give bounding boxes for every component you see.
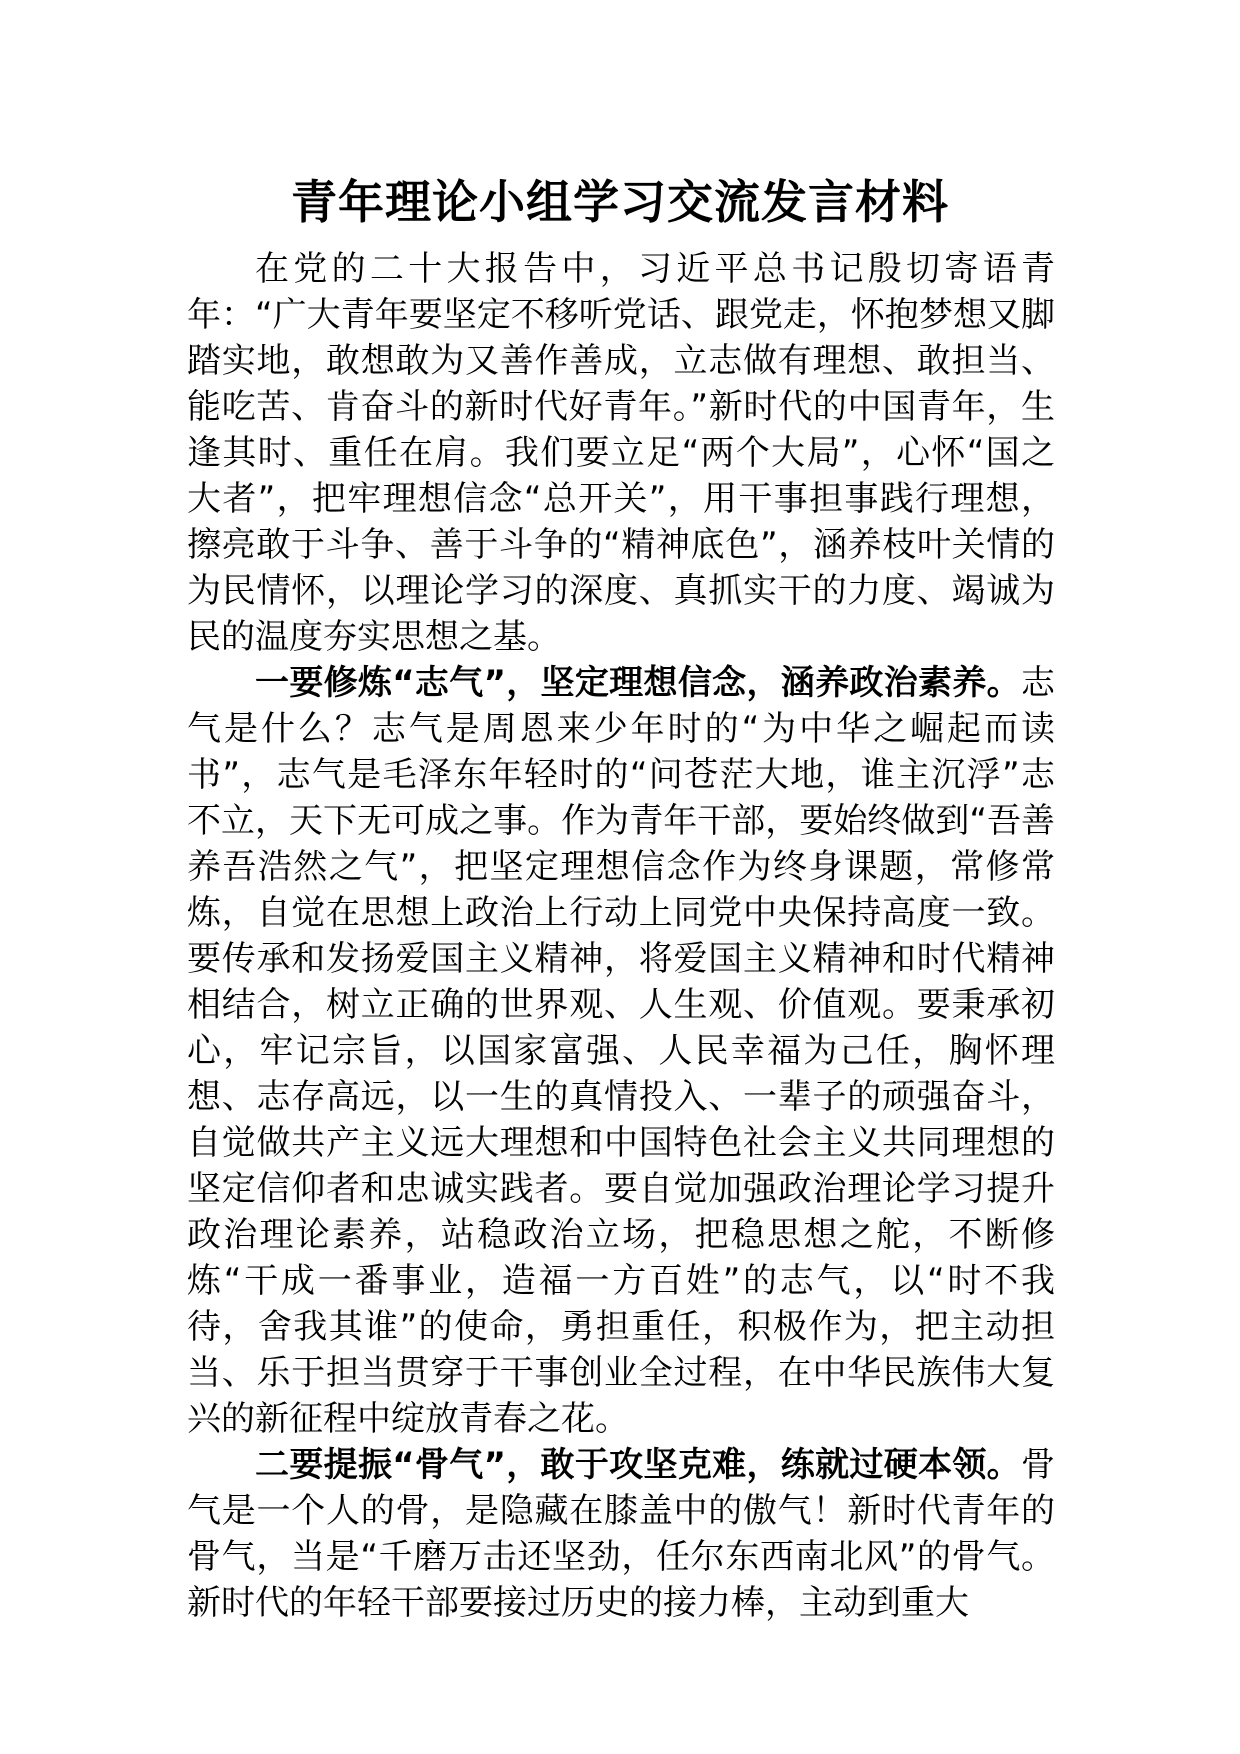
paragraph-ambition [187, 660, 1055, 1442]
document-body [187, 246, 1055, 1626]
paragraph-ambition-heading: 一要修炼“志气”，坚定理想信念，涵养政治素养。 [255, 663, 1021, 703]
paragraph-intro-text: 在党的二十大报告中，习近平总书记殷切寄语青年：“广大青年要坚定不移听党话、跟党走，怀抱梦想又脚踏实地，敢想敢为又善作善成，立志做有理想、敢担当、能吃苦、肯奋斗的新时代好青年。”新时代的中国青年，生逢其时、重任在肩。我们要立足“两个大局”，心怀“国之大者”，把牢理想信念“总开关”，用干事担事践行理想，擦亮敢于斗争、善于斗争的“精神底色”，涵养枝叶关情的为民情怀，以理论学习的深度、真抓实干的力度、竭诚为民的温度夯实思想之基。 [187, 249, 1055, 657]
paragraph-backbone [187, 1442, 1055, 1626]
paragraph-intro [187, 246, 1055, 660]
document-title: 青年理论小组学习交流发言材料 [291, 175, 949, 229]
paragraph-ambition-text: 志气是什么？志气是周恩来少年时的“为中华之崛起而读书”，志气是毛泽东年轻时的“问苍茫大地，谁主沉浮”志不立，天下无可成之事。作为青年干部，要始终做到“吾善养吾浩然之气”，把坚定理想信念作为终身课题，常修常炼，自觉在思想上政治上行动上同党中央保持高度一致。要传承和发扬爱国主义精神，将爱国主义精神和时代精神相结合，树立正确的世界观、人生观、价值观。要秉承初心，牢记宗旨，以国家富强、人民幸福为己任，胸怀理想、志存高远，以一生的真情投入、一辈子的顽强奋斗，自觉做共产主义远大理想和中国特色社会主义共同理想的坚定信仰者和忠诚实践者。要自觉加强政治理论学习提升政治理论素养，站稳政治立场，把稳思想之舵，不断修炼“干成一番事业，造福一方百姓”的志气，以“时不我待，舍我其谁”的使命，勇担重任，积极作为，把主动担当、乐于担当贯穿于干事创业全过程，在中华民族伟大复兴的新征程中绽放青春之花。 [187, 663, 1055, 1439]
paragraph-backbone-heading: 二要提振“骨气”，敢于攻坚克难，练就过硬本领。 [255, 1445, 1021, 1485]
paragraph-backbone-text: 骨气是一个人的骨，是隐藏在膝盖中的傲气！新时代青年的骨气，当是“千磨万击还坚劲，任尔东西南北风”的骨气。新时代的年轻干部要接过历史的接力棒，主动到重大 [187, 1445, 1055, 1623]
